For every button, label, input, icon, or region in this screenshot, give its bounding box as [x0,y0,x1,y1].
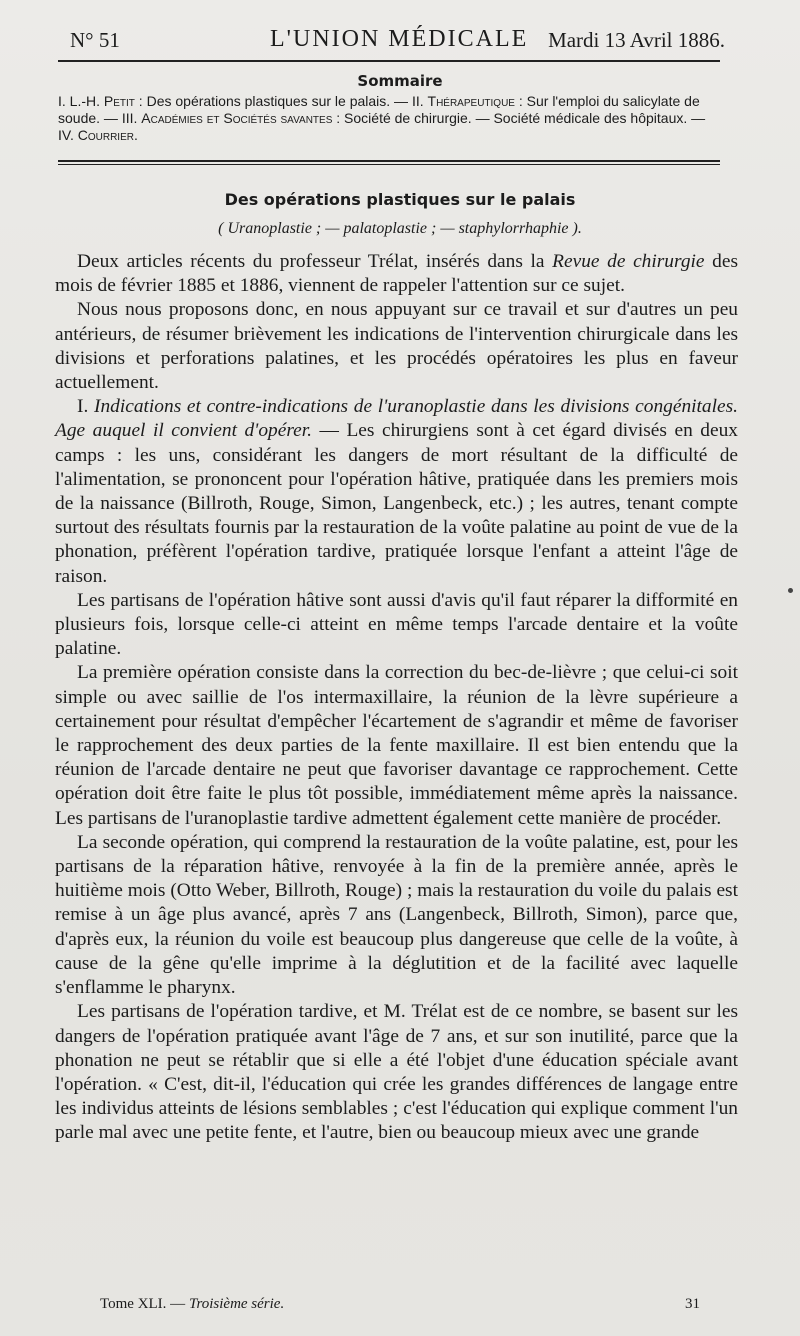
paragraph-2: Nous nous proposons donc, en nous appuyant sur ce travail et sur d'autres un peu antérieurs, de résumer brièvement les indications de l'intervention chirurgicale dans les divisions et perforations palatines, et les procédés opératoires les plus en faveur actuellement. [55,299,738,394]
paragraph-3: I. Indications et contre-indications de l'uranoplastie dans les divisions congénitales. Age auquel il convient d'opérer. — Les chirurgiens sont à cet égard divisés en deux camps : les uns, considérant les dangers de mort résultant de la difficulté de l'alimentation, se prononcent pour l'opération hâtive, pratiquée dans les premiers mois de la naissance (Billroth, Rouge, Simon, Langenbeck, etc.) ; les autres, tenant compte surtout des résultats fournis par la restauration de la voûte palatine au point de vue de la phonation, préfèrent l'opération tardive, pratiquée lorsque l'enfant a atteint l'âge de raison. [55,396,738,587]
journal-title: L'UNION MÉDICALE [270,26,529,52]
paragraph-6: La seconde opération, qui comprend la restauration de la voûte palatine, est, pour les partisans de la réparation hâtive, renvoyée à la fin de la première année, après le huitième mois (Otto Weber, Billroth, Rouge) ; mais la restauration du voile du palais est remise à un âge plus avancé, après 7 ans (Langenbeck, Billroth, Simon), parce que, d'après eux, la réunion du voile est beaucoup plus dangereuse que celle de la voûte, à cause de la gêne qu'elle imprime à la déglutition et de la facilité avec laquelle s'enflamme le pharynx. [55,831,738,999]
paragraph-5: La première opération consiste dans la correction du bec-de-lièvre ; que celui-ci soit simple ou avec saillie de l'os intermaxillaire, la réunion de la lèvre supérieure a certainement pour résultat d'empêcher l'écartement de s'agrandir et même de favoriser le rapprochement des deux parties de la fente maxillaire. Il est bien entendu que la réunion de l'arcade dentaire ne peut que favoriser davantage ce rapprochement. Cette opération doit être faite le plus tôt possible, immédiatement même après la naissance. Les partisans de l'uranoplastie tardive admettent également cette manière de procéder. [55,662,738,829]
sommaire-rule [58,160,720,162]
page-footer [100,1296,700,1318]
paragraph-7: Les partisans de l'opération tardive, et M. Trélat est de ce nombre, se basent sur les dangers de l'opération pratiquée avant l'âge de 7 ans, et sur son inutilité, parce que la phonation ne peut se rétablir que si elle a été l'objet d'une éducation spéciale avant l'opération. « C'est, dit-il, l'éducation qui crée les grandes différences de langage entre les individus atteints de lésions semblables ; c'est l'éducation qui explique comment l'un parle mal avec une petite fente, et l'autre, bien ou beaucoup mieux avec une grande [55,1001,738,1144]
article-body [55,250,738,1146]
footer-volume: Tome XLI. — Troisième série. [100,1296,285,1312]
masthead [70,22,725,58]
sommaire-list: I. L.-H. Petit : Des opérations plastiques sur le palais. — II. Thérapeutique : Sur l'emploi du salicylate de soude. — III. Académies et Sociétés savantes : Société de chirurgie. — Société médicale des hôpitaux. — IV. Courrier. [58,93,706,143]
ink-speck [788,588,793,593]
issue-date: Mardi 13 Avril 1886. [548,28,725,52]
issue-number: N° 51 [70,28,120,52]
sommaire-title: Sommaire [357,72,443,90]
sommaire-rule-thin [58,164,720,165]
page-number: 31 [685,1296,700,1312]
paragraph-1: Deux articles récents du professeur Trélat, insérés dans la Revue de chirurgie des mois de février 1885 et 1886, viennent de rappeler l'attention sur ce sujet. [55,251,738,297]
paragraph-4: Les partisans de l'opération hâtive sont aussi d'avis qu'il faut réparer la difformité en plusieurs fois, lorsque celle-ci atteint en même temps l'arcade dentaire et la voûte palatine. [55,589,738,660]
header-rule [58,60,720,62]
article-subtitle: ( Uranoplastie ; — palatoplastie ; — staphylorrhaphie ). [218,220,582,237]
article-title: Des opérations plastiques sur le palais [224,190,576,209]
